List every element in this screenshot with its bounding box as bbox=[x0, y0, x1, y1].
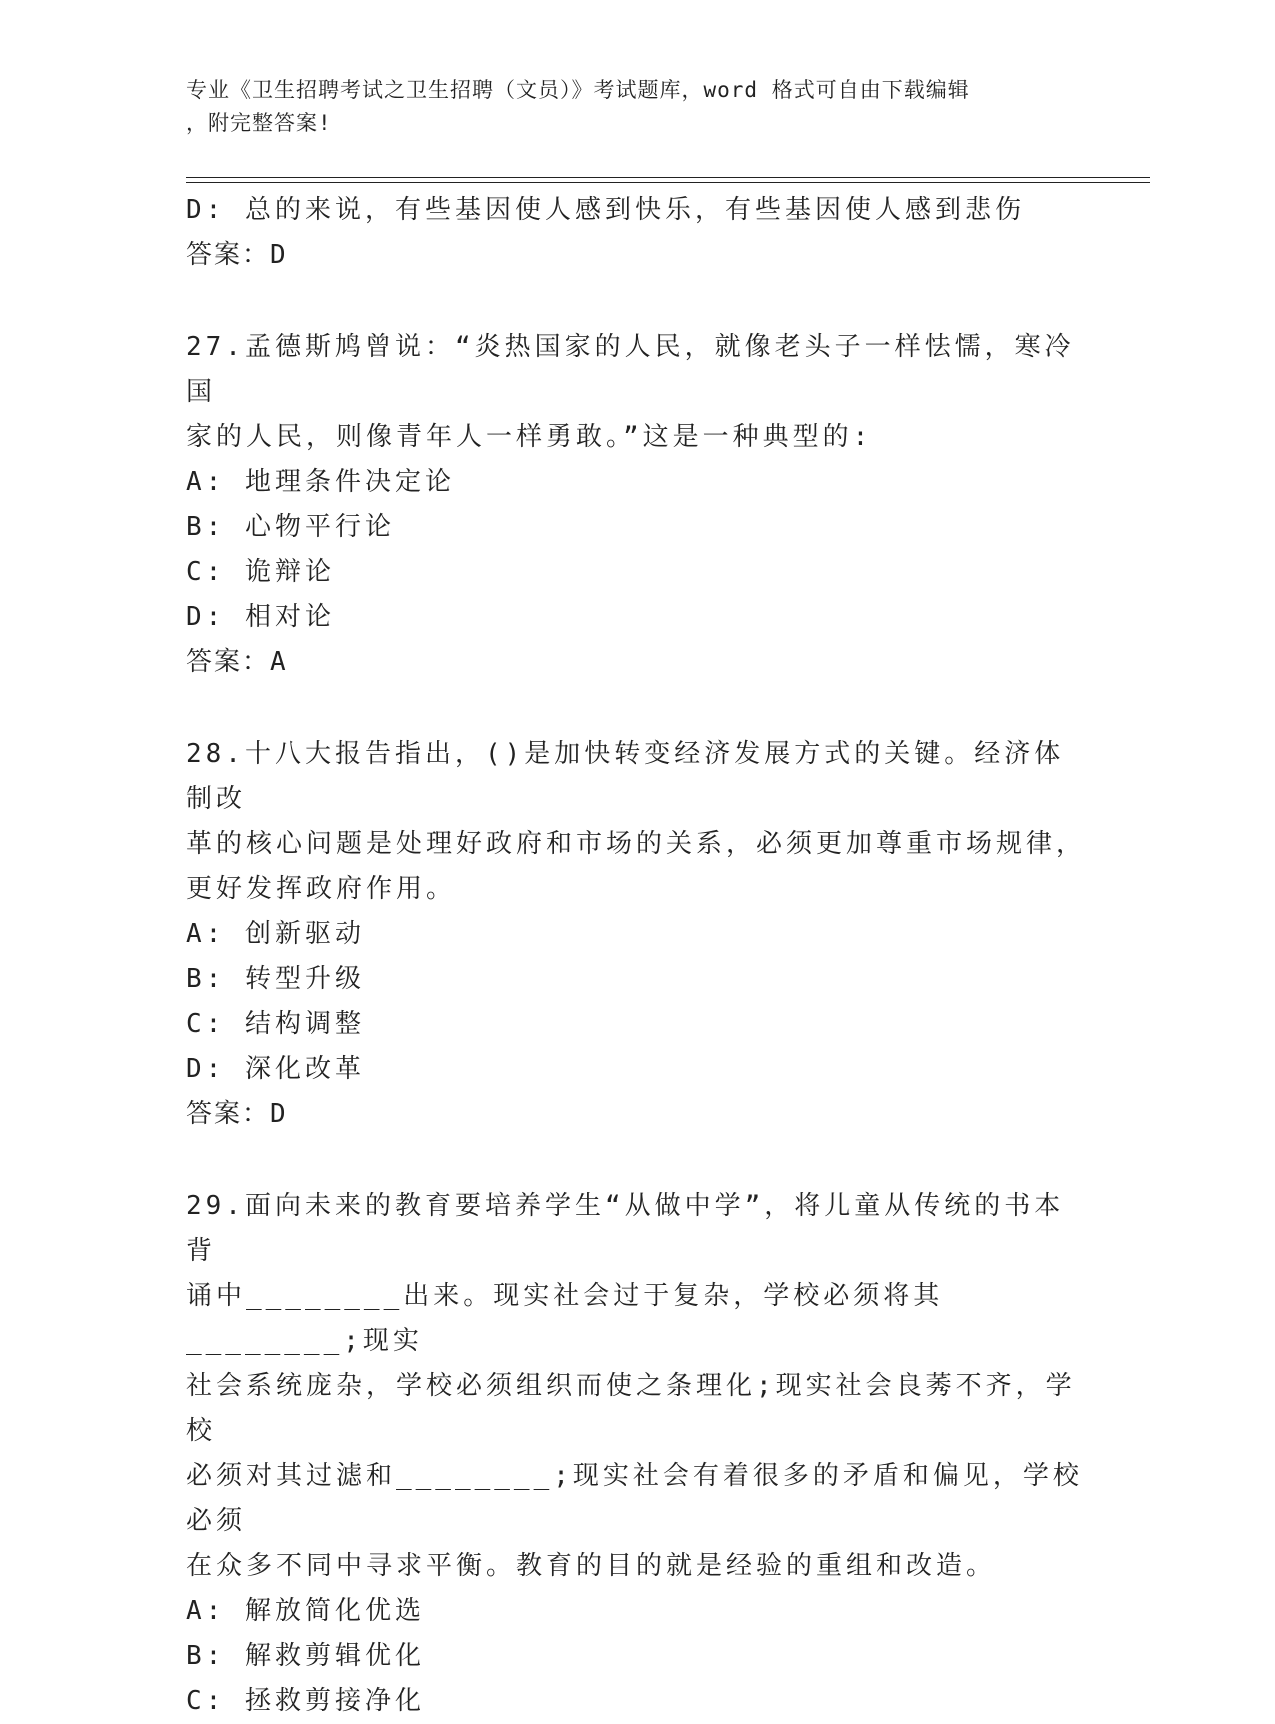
question-29 bbox=[186, 1184, 1086, 1724]
question-29-text-4: 必须对其过滤和________;现实社会有着很多的矛盾和偏见，学校必须 bbox=[186, 1461, 1083, 1536]
question-29-text-3: 社会系统庞杂，学校必须组织而使之条理化;现实社会良莠不齐，学校 bbox=[186, 1371, 1076, 1446]
question-28-text-1: 28.十八大报告指出，()是加快转变经济发展方式的关键。经济体制改 bbox=[186, 739, 1065, 814]
question-27-text-2: 家的人民，则像青年人一样勇敢。”这是一种典型的: bbox=[186, 422, 873, 452]
question-28-text-3: 更好发挥政府作用。 bbox=[186, 874, 457, 904]
question-29-option-a: A: 解放简化优选 bbox=[186, 1596, 425, 1626]
question-content bbox=[186, 188, 1086, 1724]
question-27-option-c: C: 诡辩论 bbox=[186, 557, 335, 587]
prev-option-d: D: 总的来说，有些基因使人感到快乐，有些基因使人感到悲伤 bbox=[186, 195, 1025, 225]
question-28-text-2: 革的核心问题是处理好政府和市场的关系，必须更加尊重市场规律， bbox=[186, 829, 1087, 859]
question-29-text-1: 29.面向未来的教育要培养学生“从做中学”，将儿童从传统的书本背 bbox=[186, 1191, 1065, 1266]
spacer bbox=[186, 685, 1086, 732]
spacer bbox=[186, 278, 1086, 325]
question-28-answer: 答案：D bbox=[186, 1099, 288, 1129]
document-header bbox=[186, 74, 1066, 140]
question-28-option-d: D: 深化改革 bbox=[186, 1054, 365, 1084]
question-28-option-a: A: 创新驱动 bbox=[186, 919, 365, 949]
header-line-2: ，附完整答案! bbox=[186, 111, 332, 135]
question-27-text-1: 27.孟德斯鸠曾说：“炎热国家的人民，就像老头子一样怯懦，寒冷国 bbox=[186, 332, 1075, 407]
question-29-option-c: C: 拯救剪接净化 bbox=[186, 1686, 425, 1716]
question-27 bbox=[186, 325, 1086, 685]
question-27-answer: 答案：A bbox=[186, 647, 288, 677]
question-28-option-c: C: 结构调整 bbox=[186, 1009, 365, 1039]
spacer bbox=[186, 1137, 1086, 1184]
question-27-option-b: B: 心物平行论 bbox=[186, 512, 395, 542]
header-divider-top bbox=[186, 177, 1150, 178]
header-line-1: 专业《卫生招聘考试之卫生招聘（文员）》考试题库，word 格式可自由下载编辑 bbox=[186, 78, 970, 102]
header-divider-bottom bbox=[186, 182, 1150, 183]
question-27-option-a: A: 地理条件决定论 bbox=[186, 467, 455, 497]
question-29-option-b: B: 解救剪辑优化 bbox=[186, 1641, 425, 1671]
question-28 bbox=[186, 732, 1086, 1137]
question-29-text-5: 在众多不同中寻求平衡。教育的目的就是经验的重组和改造。 bbox=[186, 1551, 997, 1581]
question-29-text-2: 诵中________出来。现实社会过于复杂，学校必须将其________;现实 bbox=[186, 1281, 944, 1356]
prev-answer: 答案：D bbox=[186, 240, 288, 270]
question-28-option-b: B: 转型升级 bbox=[186, 964, 365, 994]
question-27-option-d: D: 相对论 bbox=[186, 602, 335, 632]
